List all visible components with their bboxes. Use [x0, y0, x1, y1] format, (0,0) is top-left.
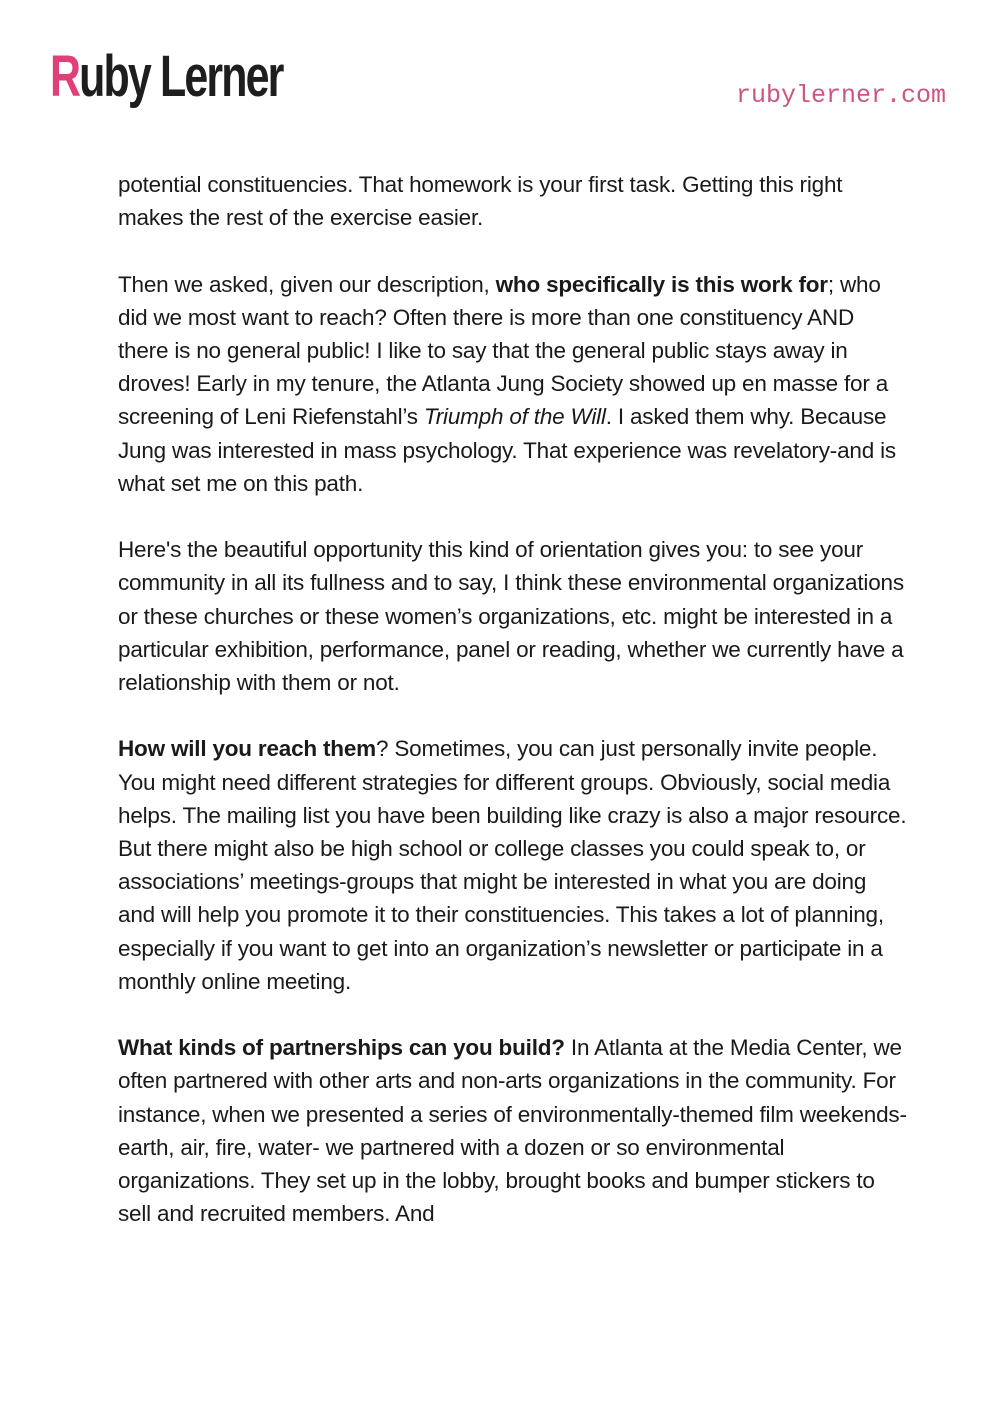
text-run: In Atlanta at the Media Center, we often partnered with other arts and non-arts organizations in the community. For instance, when we presented a series of environmentally-themed film weekends-earth, air, fire, water- we partnered with a dozen or so environmental organizations. They set up in the lobby, brought books and bumper stickers to sell and recruited members. And: [118, 1035, 907, 1227]
paragraph: [118, 533, 908, 699]
text-run: . I asked them why. Because Jung was interested in mass psychology. That experience was revelatory-and is what set me on this path.: [118, 404, 896, 496]
bold-phrase: What kinds of partnerships can you build?: [118, 1035, 565, 1061]
article-body: [118, 168, 908, 1264]
logo-name: uby Lerner: [79, 44, 283, 109]
bold-phrase: who specifically is this work for: [495, 271, 828, 297]
paragraph: [118, 1031, 908, 1230]
site-url-link[interactable]: rubylerner.com: [735, 81, 946, 110]
bold-phrase: How will you reach them: [118, 736, 376, 762]
paragraph: [118, 268, 908, 500]
text-run: ? Sometimes, you can just personally invite people. You might need different strategies for different groups. Obviously, social media helps. The mailing list you have been building like crazy is also a major resource. But there might also be high school or college classes you could speak to, or associations’ meetings-groups that might be interested in what you are doing and will help you promote it to their constituencies. This takes a lot of planning, especially if you want to get into an organization’s newsletter or participate in a monthly online meeting.: [118, 736, 907, 994]
text-run: Here's the beautiful opportunity this kind of orientation gives you: to see your community in all its fullness and to say, I think these environmental organizations or these churches or these women’s organizations, etc. might be interested in a particular exhibition, performance, panel or reading, whether we currently have a relationship with them or not.: [118, 537, 904, 696]
text-run: Then we asked, given our description,: [118, 271, 496, 297]
text-run: ; who did we most want to reach? Often there is more than one constituency AND there is no general public! I like to say that the general public stays away in droves! Early in my tenure, the Atlanta Jung Society showed up en masse for a screening of Leni Riefenstahl’s: [118, 271, 889, 430]
logo-initial: R: [50, 44, 80, 109]
paragraph: [118, 168, 908, 234]
text-run: potential constituencies. That homework is your first task. Getting this right makes the rest of the exercise easier.: [118, 172, 843, 231]
film-title: Triumph of the Will: [423, 404, 606, 430]
site-logo[interactable]: [50, 44, 283, 109]
paragraph: [118, 732, 908, 998]
